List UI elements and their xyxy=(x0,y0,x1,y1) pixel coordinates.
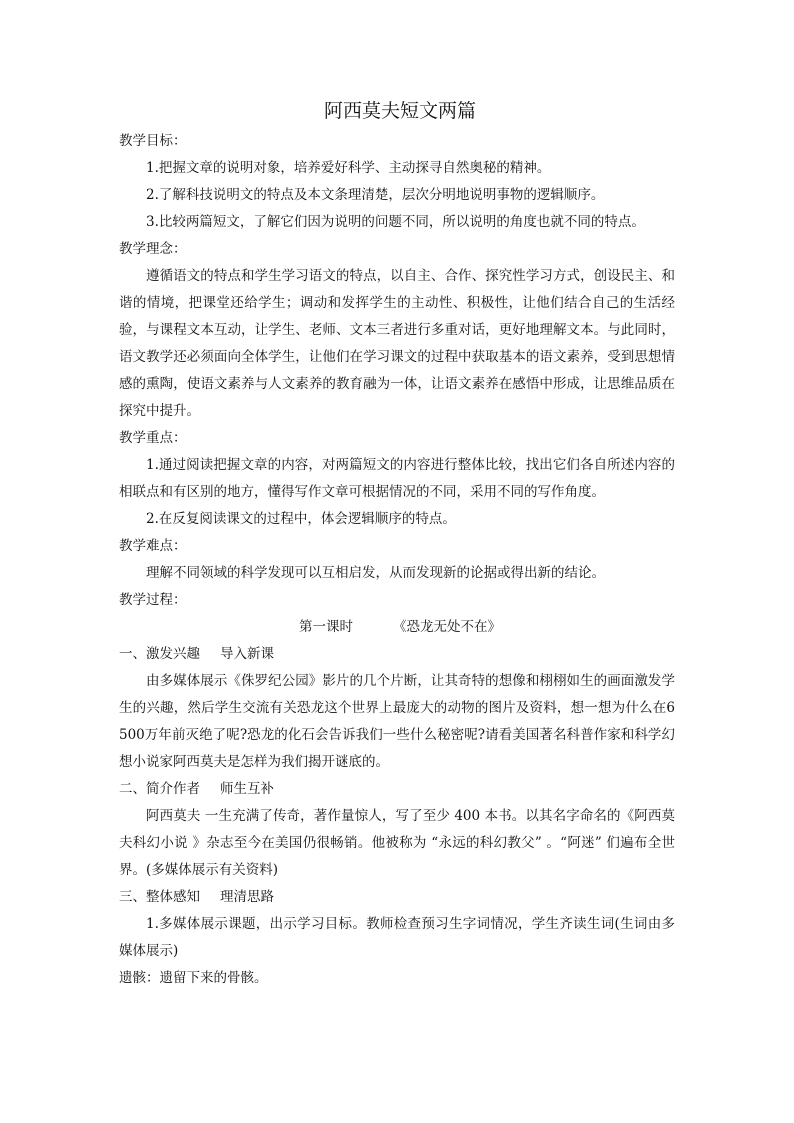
goal-item: 3.比较两篇短文，了解它们因为说明的问题不同，所以说明的角度也就不同的特点。 xyxy=(146,214,645,230)
goals-heading: 教学目标： xyxy=(119,133,187,149)
difficulty-paragraph: 理解不同领域的科学发现可以互相启发，从而发现新的论据或得出新的结论。 xyxy=(146,565,605,581)
goal-item: 2.了解科技说明文的特点及本文条理清楚，层次分明地说明事物的逻辑顺序。 xyxy=(146,187,605,203)
section-3-heading: 三、整体感知 xyxy=(119,889,200,905)
lesson-label: 第一课时 xyxy=(299,619,353,635)
section-heading xyxy=(119,884,675,911)
section-heading xyxy=(119,776,675,803)
section-1-subheading: 导入新课 xyxy=(220,646,274,662)
goal-item: 1.把握文章的说明对象，培养爱好科学、主动探寻自然奥秘的精神。 xyxy=(146,160,551,176)
lesson-title: 《恐龙无处不在》 xyxy=(393,619,501,635)
section-3-subheading: 理清思路 xyxy=(220,889,274,905)
section-2-paragraph: 阿西莫夫 一生充满了传奇，著作量惊人，写了至少 400 本书。以其名字命名的《阿西莫夫科幻小说 》杂志至今在美国仍很畅销。他被称为 “永远的科幻教父” 。“阿迷” 们遍布全世界。(多媒体展示有关资料) xyxy=(119,808,675,878)
key-point-item: 2.在反复阅读课文的过程中，体会逻辑顺序的特点。 xyxy=(146,511,456,527)
key-points-heading: 教学重点： xyxy=(119,430,187,446)
section-2-subheading: 师生互补 xyxy=(220,781,274,797)
section-3-paragraph: 1.多媒体展示课题，出示学习目标。教师检查预习生字词情况，学生齐读生词(生词由多媒体展示) xyxy=(119,916,675,959)
section-1-heading: 一、激发兴趣 xyxy=(119,646,200,662)
vocab-definition: 遗骸：遗留下来的骨骸。 xyxy=(119,970,268,986)
process-heading: 教学过程： xyxy=(119,592,187,608)
key-point-item: 1.通过阅读把握文章的内容，对两篇短文的内容进行整体比较，找出它们各自所述内容的相联点和有区别的地方，懂得写作文章可根据情况的不同，采用不同的写作角度。 xyxy=(119,457,675,500)
lesson-heading xyxy=(119,614,675,641)
document-title: 阿西莫夫短文两篇 xyxy=(323,100,476,122)
document-page xyxy=(119,96,675,992)
section-heading xyxy=(119,641,675,668)
section-2-heading: 二、简介作者 xyxy=(119,781,200,797)
concept-heading: 教学理念： xyxy=(119,241,187,257)
difficulty-heading: 教学难点： xyxy=(119,538,187,554)
section-1-paragraph: 由多媒体展示《侏罗纪公园》影片的几个片断，让其奇特的想像和栩栩如生的画面激发学生的兴趣，然后学生交流有关恐龙这个世界上最庞大的动物的图片及资料，想一想为什么在6 500万年前灭绝了呢?恐龙的化石会告诉我们一些什么秘密呢?请看美国著名科普作家和科学幻想小说家阿西莫夫是怎样为我们揭开谜底的。 xyxy=(119,673,675,770)
concept-paragraph: 遵循语文的特点和学生学习语文的特点，以自主、合作、探究性学习方式，创设民主、和谐的情境，把课堂还给学生；调动和发挥学生的主动性、积极性，让他们结合自己的生活经验，与课程文本互动，让学生、老师、文本三者进行多重对话，更好地理解文本。与此同时，语文教学还必须面向全体学生，让他们在学习课文的过程中获取基本的语文素养，受到思想情感的熏陶，使语文素养与人文素养的教育融为一体，让语文素养在感悟中形成，让思维品质在探究中提升。 xyxy=(119,268,675,419)
